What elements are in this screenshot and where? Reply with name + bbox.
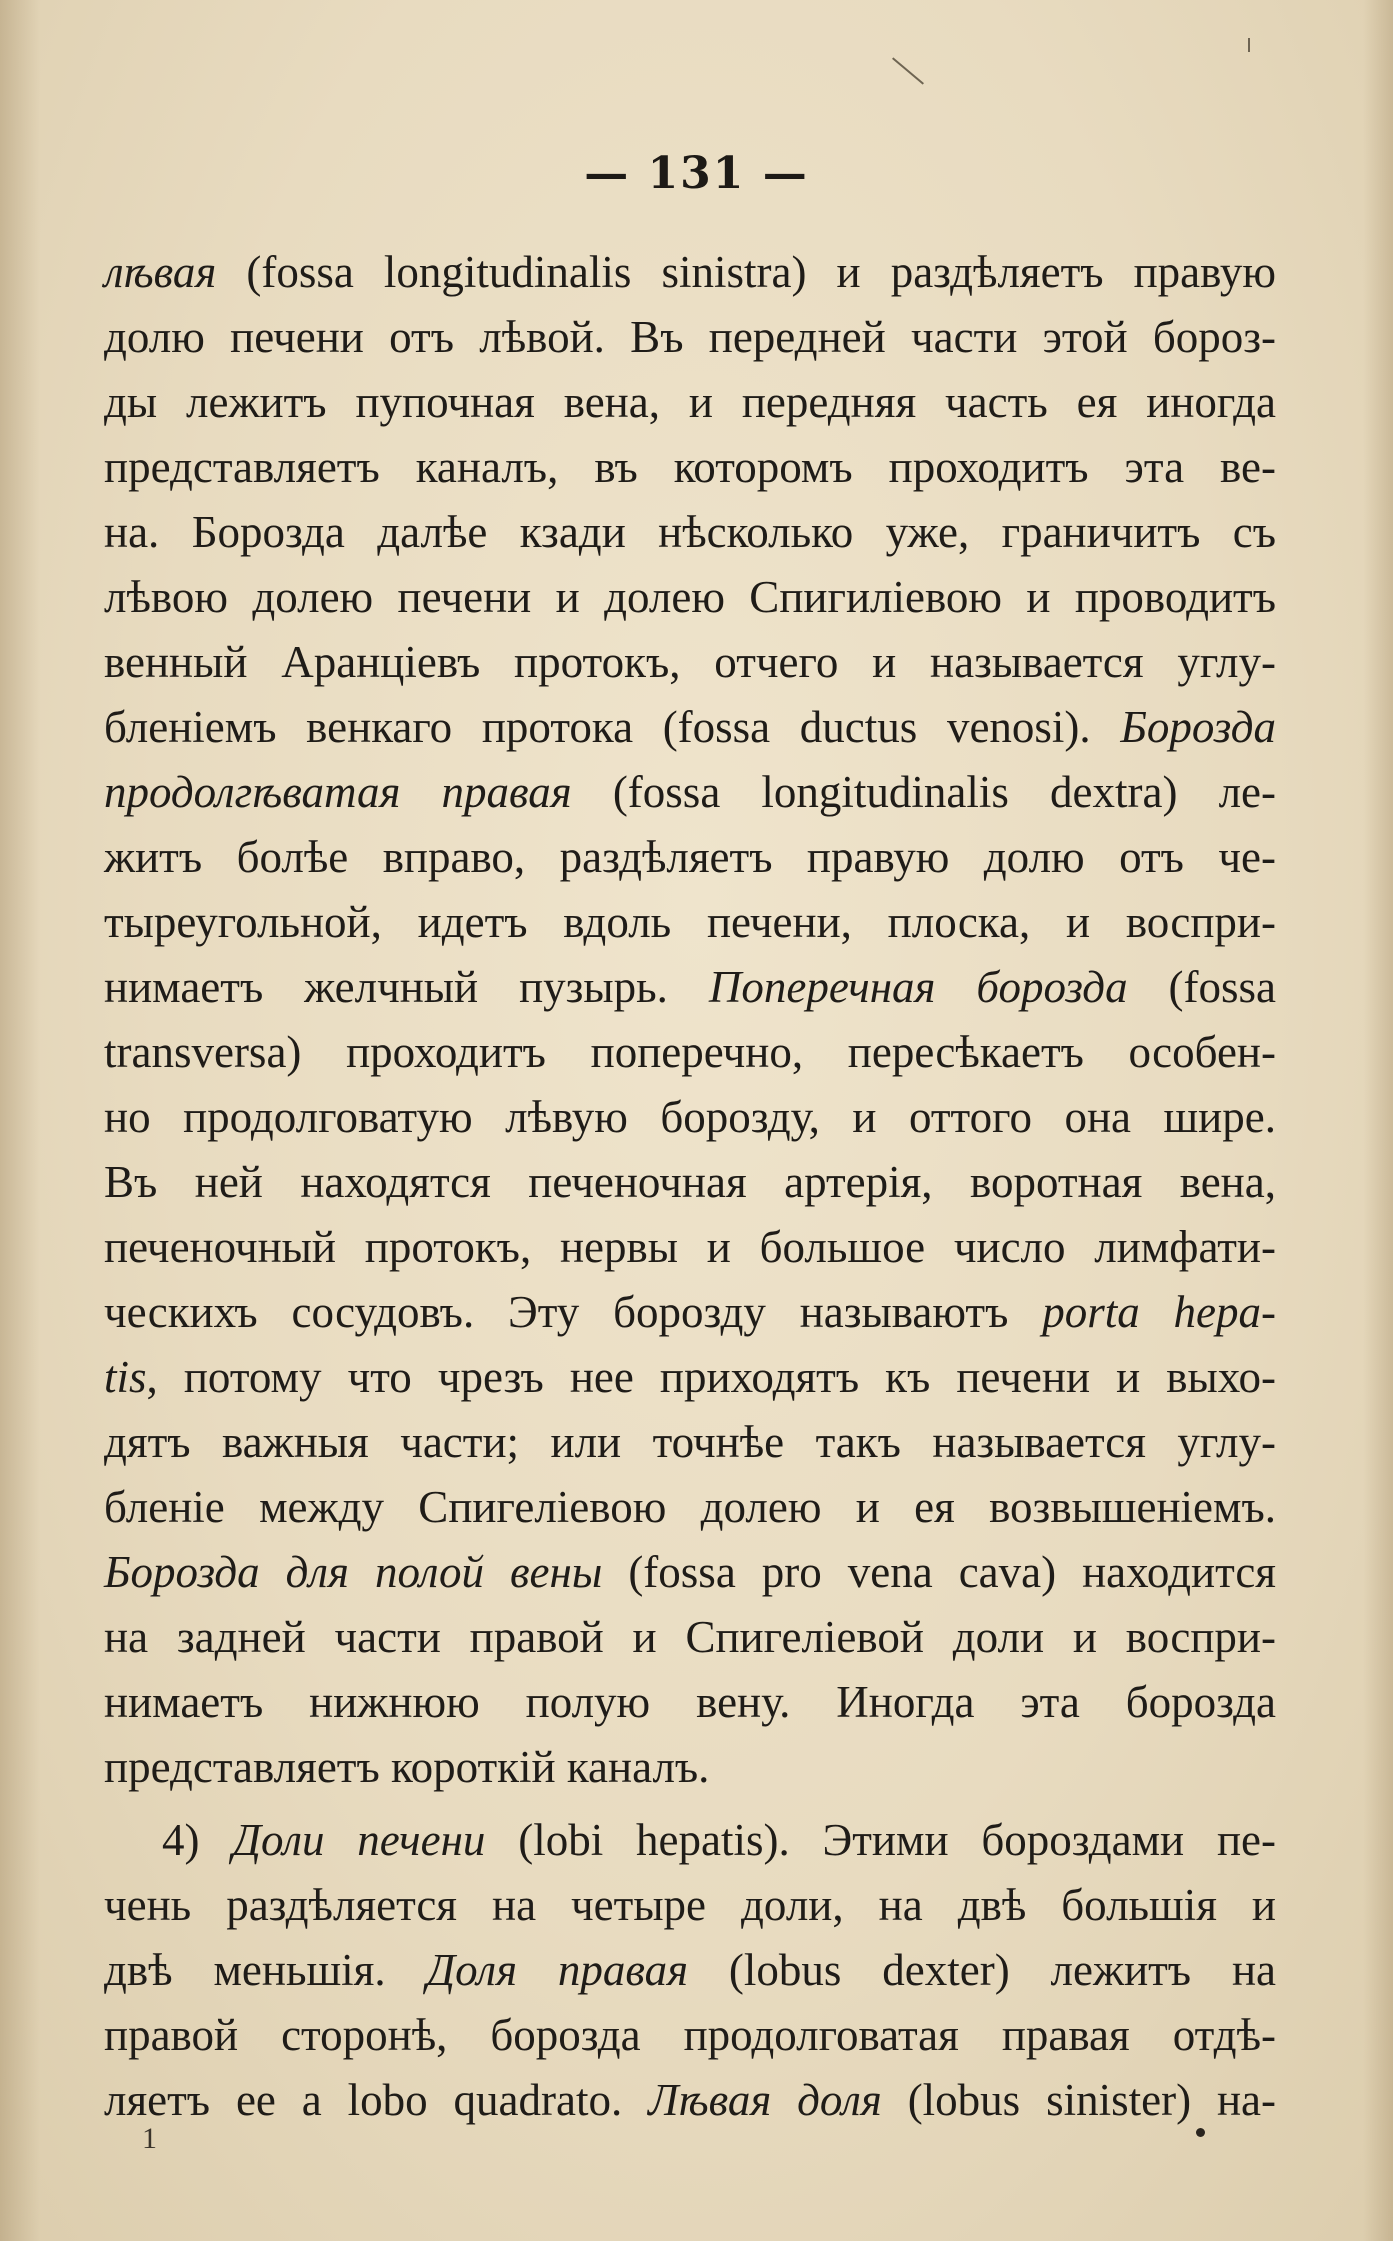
text-run: лѣвою долею печени и долею Спигиліевою и проводитъ bbox=[104, 572, 1276, 622]
text-run: тыреугольной, идетъ вдоль печени, плоска, и воспри- bbox=[104, 897, 1276, 947]
text-line bbox=[104, 695, 1276, 760]
text-line bbox=[104, 435, 1276, 500]
text-run: ческихъ сосудовъ. Эту борозду называютъ bbox=[104, 1287, 1043, 1337]
text-run: (fossa longitudinalis dextra) ле- bbox=[571, 767, 1276, 817]
text-line bbox=[104, 2068, 1276, 2133]
body-text bbox=[104, 240, 1276, 2133]
text-run: представляетъ каналъ, въ которомъ проходитъ эта ве- bbox=[104, 442, 1276, 492]
text-run: печеночный протокъ, нервы и большое число лимфати- bbox=[104, 1222, 1276, 1272]
text-line bbox=[104, 370, 1276, 435]
italic-term: Лѣвая доля bbox=[648, 2075, 882, 2125]
text-line bbox=[104, 500, 1276, 565]
text-line bbox=[104, 1808, 1276, 1873]
italic-term: Борозда для полой вены bbox=[104, 1547, 603, 1597]
text-line bbox=[104, 1280, 1276, 1345]
text-run: (lobi hepatis). Этими бороздами пе- bbox=[485, 1815, 1276, 1865]
text-run: дятъ важныя части; или точнѣе такъ называется углу- bbox=[104, 1417, 1276, 1467]
text-run: нимаетъ нижнюю полую вену. Иногда эта борозда bbox=[104, 1677, 1276, 1727]
text-run: долю печени отъ лѣвой. Въ передней части этой бороз- bbox=[104, 312, 1276, 362]
text-line bbox=[104, 1020, 1276, 1085]
text-run: (lobus sinister) на- bbox=[881, 2075, 1276, 2125]
text-run: правой сторонѣ, борозда продолговатая правая отдѣ- bbox=[104, 2010, 1276, 2060]
text-run: бленіе между Спигеліевою долею и ея возвышеніемъ. bbox=[104, 1482, 1276, 1532]
paper-mark bbox=[1248, 38, 1250, 52]
text-run: ляетъ ее a lobo quadrato. bbox=[104, 2075, 649, 2125]
text-line bbox=[104, 1938, 1276, 2003]
text-line bbox=[104, 1873, 1276, 1938]
text-line bbox=[104, 2003, 1276, 2068]
text-line bbox=[104, 630, 1276, 695]
text-line bbox=[104, 1670, 1276, 1735]
text-line bbox=[104, 1345, 1276, 1410]
text-line bbox=[104, 565, 1276, 630]
text-run: представляетъ короткій каналъ. bbox=[104, 1742, 710, 1792]
text-line bbox=[104, 1215, 1276, 1280]
paper-scratch bbox=[892, 57, 924, 84]
text-line bbox=[104, 825, 1276, 890]
text-run: (fossa pro vena cava) находится bbox=[602, 1547, 1277, 1597]
text-run: на задней части правой и Спигеліевой доли и воспри- bbox=[104, 1612, 1276, 1662]
italic-term: продолгѣватая правая bbox=[104, 767, 572, 817]
text-run: (fossa bbox=[1127, 962, 1276, 1012]
text-line bbox=[104, 1085, 1276, 1150]
text-run: двѣ меньшія. bbox=[104, 1945, 427, 1995]
text-run: житъ болѣе вправо, раздѣляетъ правую долю отъ че- bbox=[104, 832, 1276, 882]
text-run: нимаетъ желчный пузырь. bbox=[104, 962, 709, 1012]
text-run: 4) bbox=[162, 1815, 233, 1865]
text-run: ды лежитъ пупочная вена, и передняя часть ея иногда bbox=[104, 377, 1276, 427]
text-run: но продолговатую лѣвую борозду, и оттого она шире. bbox=[104, 1092, 1276, 1142]
text-run: (fossa longitudinalis sinistra) и раздѣляетъ правую bbox=[216, 247, 1276, 297]
text-line bbox=[104, 305, 1276, 370]
text-run: , потому что чрезъ нее приходятъ къ печени и выхо- bbox=[146, 1352, 1276, 1402]
italic-term: Доли печени bbox=[232, 1815, 486, 1865]
text-run: Въ ней находятся печеночная артерія, воротная вена, bbox=[104, 1157, 1276, 1207]
text-line bbox=[104, 1150, 1276, 1215]
text-run: transversa) проходитъ поперечно, пересѣкаетъ особен- bbox=[104, 1027, 1276, 1077]
paragraph-gap bbox=[104, 1800, 1276, 1808]
ink-dot bbox=[1196, 2128, 1205, 2137]
italic-term: Поперечная борозда bbox=[708, 962, 1128, 1012]
text-line bbox=[104, 760, 1276, 825]
italic-term: tis bbox=[104, 1352, 147, 1402]
text-line bbox=[104, 890, 1276, 955]
page-edge-shadow-right bbox=[1363, 0, 1393, 2241]
italic-term: porta hepa- bbox=[1042, 1287, 1276, 1337]
text-run: на. Борозда далѣе кзади нѣсколько уже, граничитъ съ bbox=[104, 507, 1276, 557]
text-run: чень раздѣляется на четыре доли, на двѣ большія и bbox=[104, 1880, 1276, 1930]
italic-term: Борозда bbox=[1120, 702, 1276, 752]
text-line bbox=[104, 955, 1276, 1020]
text-line bbox=[104, 1540, 1276, 1605]
text-line bbox=[104, 240, 1276, 305]
page-edge-shadow-left bbox=[0, 0, 40, 2241]
page-number: — 131 — bbox=[584, 148, 809, 199]
text-run: бленіемъ венкаго протока (fossa ductus venosi). bbox=[104, 702, 1121, 752]
margin-mark: 1 bbox=[142, 2122, 157, 2155]
text-run: венный Аранціевъ протокъ, отчего и называется углу- bbox=[104, 637, 1276, 687]
italic-term: лѣвая bbox=[104, 247, 217, 297]
text-run: (lobus dexter) лежитъ на bbox=[688, 1945, 1276, 1995]
text-line bbox=[104, 1410, 1276, 1475]
italic-term: Доля правая bbox=[426, 1945, 689, 1995]
text-line bbox=[104, 1475, 1276, 1540]
text-line bbox=[104, 1605, 1276, 1670]
text-line bbox=[104, 1735, 1276, 1800]
